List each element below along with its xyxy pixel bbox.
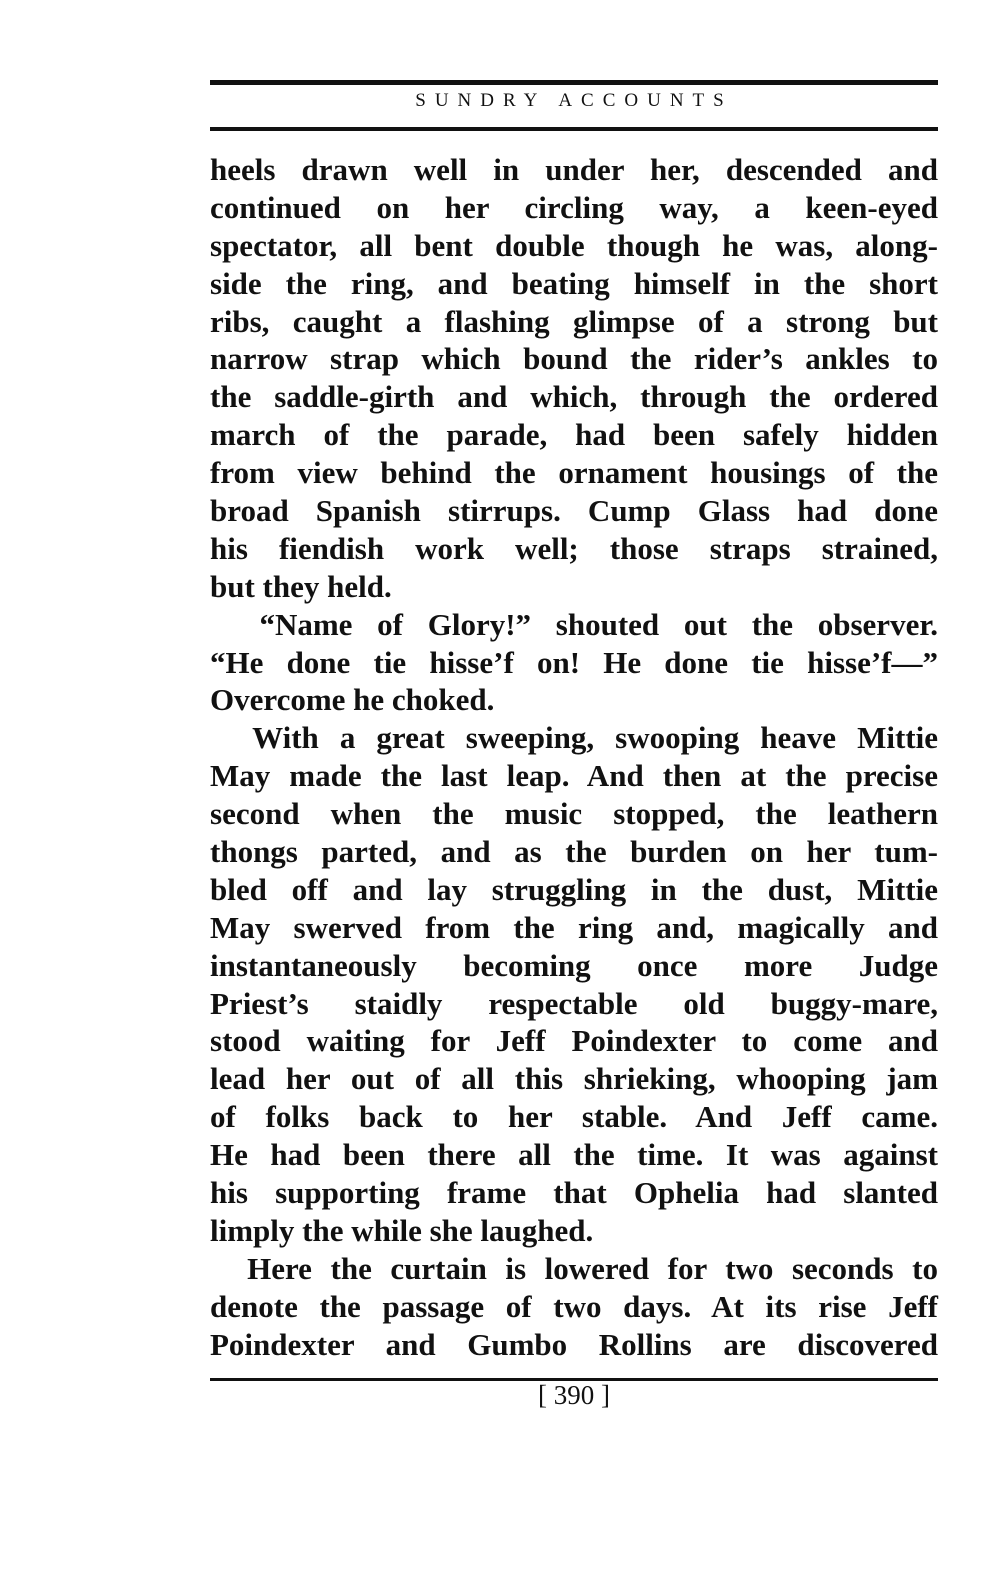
text-line: Poindexter and Gumbo Rollins are discovered bbox=[210, 1326, 938, 1362]
header-bottom-rule bbox=[210, 127, 938, 131]
text-line: “He done tie hisse’f on! He done tie hisse’f—” bbox=[210, 644, 938, 680]
text-line: thongs parted, and as the burden on her tum- bbox=[210, 834, 938, 870]
text-line: march of the parade, had been safely hidden bbox=[210, 417, 938, 453]
text-line: limply the while she laughed. bbox=[210, 1212, 594, 1248]
text-line: side the ring, and beating himself in the short bbox=[210, 265, 938, 301]
text-line: May made the last leap. And then at the precise bbox=[210, 758, 938, 794]
text-line: the saddle-girth and which, through the ordered bbox=[210, 379, 938, 415]
text-line: “Name of Glory!” shouted out the observer. bbox=[210, 606, 938, 642]
text-line: narrow strap which bound the rider’s ankles to bbox=[210, 341, 938, 377]
text-line: May swerved from the ring and, magically and bbox=[210, 909, 938, 945]
text-line: lead her out of all this shrieking, whooping jam bbox=[210, 1061, 938, 1097]
header-top-rule bbox=[210, 80, 938, 85]
text-line: of folks back to her stable. And Jeff came. bbox=[210, 1099, 938, 1135]
text-line: ribs, caught a flashing glimpse of a strong but bbox=[210, 303, 938, 339]
text-line: bled off and lay struggling in the dust, Mittie bbox=[210, 871, 938, 907]
text-line: heels drawn well in under her, descended and bbox=[210, 152, 938, 187]
text-line: from view behind the ornament housings of the bbox=[210, 455, 938, 491]
text-line: Overcome he choked. bbox=[210, 682, 495, 718]
text-line: his supporting frame that Ophelia had slanted bbox=[210, 1175, 938, 1211]
text-line: He had been there all the time. It was against bbox=[210, 1137, 938, 1173]
text-line: broad Spanish stirrups. Cump Glass had done bbox=[210, 493, 938, 529]
text-line: but they held. bbox=[210, 568, 392, 604]
text-line: continued on her circling way, a keen-eyed bbox=[210, 189, 938, 225]
text-line: spectator, all bent double though he was, along- bbox=[210, 227, 938, 263]
text-line: stood waiting for Jeff Poindexter to come and bbox=[210, 1023, 938, 1059]
text-line: denote the passage of two days. At its rise Jeff bbox=[210, 1288, 938, 1324]
running-header: SUNDRY ACCOUNTS bbox=[415, 90, 733, 111]
text-line: second when the music stopped, the leathern bbox=[210, 796, 938, 832]
page-body-text bbox=[210, 151, 938, 1364]
page-number: [ 390 ] bbox=[538, 1380, 610, 1410]
text-line: his fiendish work well; those straps strained, bbox=[210, 530, 938, 566]
text-line: With a great sweeping, swooping heave Mittie bbox=[210, 720, 938, 756]
text-line: instantaneously becoming once more Judge bbox=[210, 947, 938, 983]
text-line: Here the curtain is lowered for two seconds to bbox=[210, 1250, 938, 1286]
text-line: Priest’s staidly respectable old buggy-mare, bbox=[210, 985, 938, 1021]
